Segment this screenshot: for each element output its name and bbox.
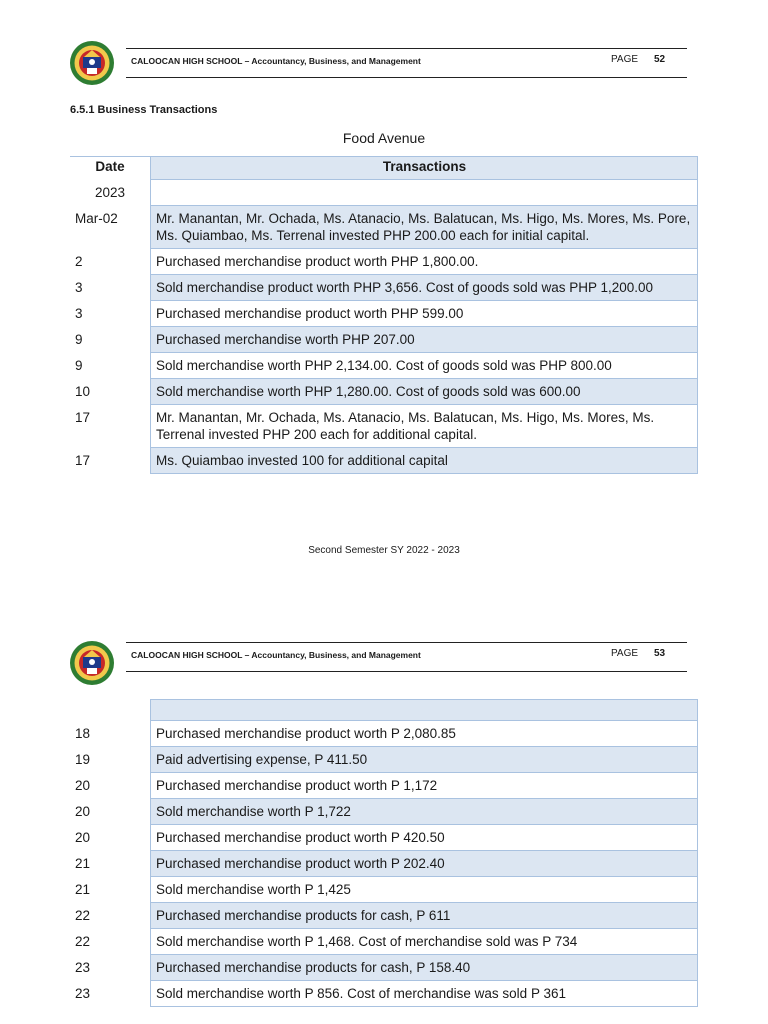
date-cell: 20 bbox=[75, 829, 91, 845]
table-row bbox=[70, 206, 698, 249]
page-number: 53 bbox=[654, 648, 666, 659]
date-cell: 18 bbox=[75, 725, 91, 741]
transaction-cell: Purchased merchandise product worth P 202.40 bbox=[151, 851, 698, 877]
header-rule-top bbox=[126, 642, 687, 643]
table-row bbox=[70, 249, 698, 275]
table-row bbox=[70, 903, 698, 929]
date-cell: 2 bbox=[75, 253, 83, 269]
table-row bbox=[70, 301, 698, 327]
date-cell: 20 bbox=[75, 803, 91, 819]
blank-header-row bbox=[70, 700, 698, 721]
document-title: Food Avenue bbox=[342, 130, 426, 146]
date-cell: 21 bbox=[75, 881, 91, 897]
page-footer: Second Semester SY 2022 - 2023 bbox=[308, 545, 460, 556]
transaction-cell: Purchased merchandise product worth P 420.50 bbox=[151, 825, 698, 851]
date-cell: 3 bbox=[75, 279, 83, 295]
table-row bbox=[70, 773, 698, 799]
date-cell: 3 bbox=[75, 305, 83, 321]
table-row bbox=[70, 327, 698, 353]
date-cell: 22 bbox=[75, 933, 91, 949]
school-seal-logo bbox=[69, 640, 115, 686]
transaction-cell: Purchased merchandise worth PHP 207.00 bbox=[151, 327, 698, 353]
transaction-cell: Purchased merchandise product worth PHP 599.00 bbox=[151, 301, 698, 327]
transaction-cell: Purchased merchandise product worth P 2,080.85 bbox=[151, 721, 698, 747]
table-row bbox=[70, 721, 698, 747]
transaction-cell: Mr. Manantan, Mr. Ochada, Ms. Atanacio, Ms. Balatucan, Ms. Higo, Ms. Mores, Ms. Pore, Ms. Quiambao, Ms. Terrenal invested PHP 200.00 each for initial capital. bbox=[151, 206, 698, 249]
transactions-table-continued bbox=[70, 699, 698, 1007]
year-cell: 2023 bbox=[94, 184, 126, 200]
date-cell: 19 bbox=[75, 751, 91, 767]
table-row bbox=[70, 405, 698, 448]
transactions-column-header: Transactions bbox=[151, 157, 698, 180]
date-cell: 23 bbox=[75, 959, 91, 975]
date-cell: 9 bbox=[75, 357, 83, 373]
transaction-cell: Purchased merchandise product worth P 1,172 bbox=[151, 773, 698, 799]
table-row bbox=[70, 275, 698, 301]
table-row bbox=[70, 851, 698, 877]
table-row bbox=[70, 929, 698, 955]
page-label: PAGE bbox=[611, 54, 639, 65]
date-cell: 20 bbox=[75, 777, 91, 793]
transactions-table bbox=[70, 156, 698, 474]
table-row bbox=[70, 747, 698, 773]
transaction-cell: Purchased merchandise products for cash, P 158.40 bbox=[151, 955, 698, 981]
transaction-cell: Ms. Quiambao invested 100 for additional capital bbox=[151, 448, 698, 474]
transaction-cell: Sold merchandise worth P 1,425 bbox=[151, 877, 698, 903]
date-cell: 17 bbox=[75, 409, 91, 425]
table-row bbox=[70, 799, 698, 825]
school-seal-logo bbox=[69, 40, 115, 86]
transaction-cell: Sold merchandise worth PHP 1,280.00. Cost of goods sold was 600.00 bbox=[151, 379, 698, 405]
table-row bbox=[70, 379, 698, 405]
table-row bbox=[70, 981, 698, 1007]
school-name: CALOOCAN HIGH SCHOOL – Accountancy, Business, and Management bbox=[131, 650, 421, 660]
date-cell: 21 bbox=[75, 855, 91, 871]
table-row bbox=[70, 955, 698, 981]
page-header bbox=[0, 600, 768, 700]
transaction-cell: Mr. Manantan, Mr. Ochada, Ms. Atanacio, Ms. Balatucan, Ms. Higo, Ms. Mores, Ms. Terrenal invested PHP 200 each for additional capital. bbox=[151, 405, 698, 448]
document-page-53 bbox=[0, 600, 768, 1024]
date-cell: 10 bbox=[75, 383, 91, 399]
transaction-cell: Sold merchandise worth PHP 2,134.00. Cost of goods sold was PHP 800.00 bbox=[151, 353, 698, 379]
transaction-cell: Sold merchandise worth P 856. Cost of merchandise was sold P 361 bbox=[151, 981, 698, 1007]
section-title: 6.5.1 Business Transactions bbox=[70, 104, 218, 116]
transaction-cell: Purchased merchandise product worth PHP 1,800.00. bbox=[151, 249, 698, 275]
date-cell: 17 bbox=[75, 452, 91, 468]
page-number: 52 bbox=[654, 54, 666, 65]
table-row bbox=[70, 448, 698, 474]
page-label: PAGE bbox=[611, 648, 639, 659]
transaction-cell: Sold merchandise product worth PHP 3,656. Cost of goods sold was PHP 1,200.00 bbox=[151, 275, 698, 301]
table-row bbox=[70, 877, 698, 903]
header-rule-bottom bbox=[126, 671, 687, 672]
transaction-cell: Sold merchandise worth P 1,468. Cost of merchandise sold was P 734 bbox=[151, 929, 698, 955]
transaction-cell: Purchased merchandise products for cash, P 611 bbox=[151, 903, 698, 929]
page-header bbox=[0, 0, 768, 100]
year-row bbox=[70, 180, 698, 206]
school-name: CALOOCAN HIGH SCHOOL – Accountancy, Business, and Management bbox=[131, 56, 421, 66]
table-row bbox=[70, 825, 698, 851]
date-cell: 22 bbox=[75, 907, 91, 923]
date-column-header: Date bbox=[70, 157, 151, 180]
header-rule-top bbox=[126, 48, 687, 49]
date-cell: 9 bbox=[75, 331, 83, 347]
date-cell: Mar-02 bbox=[75, 210, 118, 226]
table-row bbox=[70, 353, 698, 379]
year-empty-cell bbox=[151, 180, 698, 206]
transaction-cell: Sold merchandise worth P 1,722 bbox=[151, 799, 698, 825]
table-header-row bbox=[70, 157, 698, 180]
transaction-cell: Paid advertising expense, P 411.50 bbox=[151, 747, 698, 773]
date-cell: 23 bbox=[75, 985, 91, 1001]
header-rule-bottom bbox=[126, 77, 687, 78]
